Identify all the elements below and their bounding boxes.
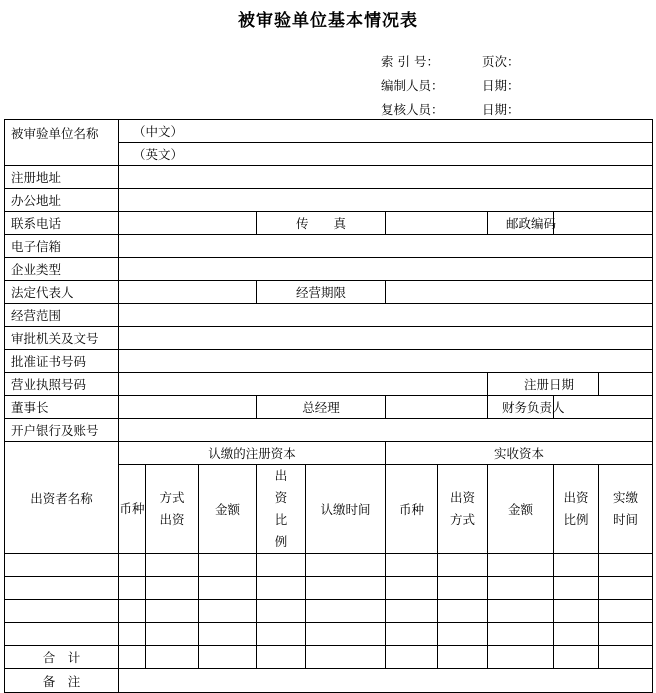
investor-row (5, 577, 653, 600)
bank-account-label: 开户银行及账号 (5, 419, 119, 442)
grid-cell[interactable] (119, 554, 146, 577)
grid-cell[interactable] (257, 600, 306, 623)
grid-cell[interactable] (119, 577, 146, 600)
english-name-field[interactable]: （英文） (119, 143, 653, 166)
grid-cell[interactable] (488, 577, 554, 600)
ratio-header: 出资比例 (257, 465, 306, 554)
grid-cell[interactable] (146, 600, 199, 623)
grid-cell[interactable] (119, 646, 146, 669)
remarks-field[interactable] (119, 669, 653, 693)
currency-header: 币种 (119, 465, 146, 554)
office-address-field[interactable] (119, 189, 653, 212)
ratio2-header: 出资比例 (554, 465, 599, 554)
grid-cell[interactable] (554, 577, 599, 600)
prepared-by-label: 编制人员： (381, 78, 444, 93)
general-manager-label: 总经理 (257, 396, 386, 419)
investor-row (5, 623, 653, 646)
grid-cell[interactable] (119, 623, 146, 646)
grid-cell[interactable] (599, 600, 653, 623)
subscribed-capital-header: 认缴的注册资本 (119, 442, 386, 465)
grid-cell[interactable] (257, 577, 306, 600)
email-field[interactable] (119, 235, 653, 258)
postcode-field[interactable] (554, 212, 653, 235)
grid-cell[interactable] (199, 600, 257, 623)
legal-rep-field[interactable] (119, 281, 257, 304)
company-type-label: 企业类型 (5, 258, 119, 281)
chairman-field[interactable] (119, 396, 257, 419)
review-date-label: 日期： (482, 102, 520, 117)
grid-cell[interactable] (306, 577, 386, 600)
grid-cell[interactable] (599, 554, 653, 577)
grid-cell[interactable] (199, 577, 257, 600)
bank-account-field[interactable] (119, 419, 653, 442)
grid-cell[interactable] (488, 600, 554, 623)
office-address-label: 办公地址 (5, 189, 119, 212)
reg-date-field[interactable] (599, 373, 653, 396)
grid-cell[interactable] (438, 623, 488, 646)
grid-cell[interactable] (199, 623, 257, 646)
grid-cell[interactable] (199, 646, 257, 669)
total-label: 合 计 (5, 646, 119, 669)
phone-field[interactable] (119, 212, 257, 235)
approval-authority-label: 审批机关及文号 (5, 327, 119, 350)
grid-cell[interactable] (488, 646, 554, 669)
fax-label: 传 真 (257, 212, 386, 235)
grid-cell[interactable] (554, 623, 599, 646)
fax-field[interactable] (386, 212, 488, 235)
grid-cell[interactable] (438, 646, 488, 669)
grid-cell[interactable] (257, 554, 306, 577)
grid-cell[interactable] (438, 554, 488, 577)
grid-cell[interactable] (488, 554, 554, 577)
remarks-label: 备 注 (5, 669, 119, 693)
index-label: 索 引 号： (381, 54, 439, 69)
general-manager-field[interactable] (386, 396, 488, 419)
business-term-field[interactable] (386, 281, 653, 304)
paid-time-header: 实缴时间 (599, 465, 653, 554)
chinese-name-field[interactable]: （中文） (119, 120, 653, 143)
grid-cell[interactable] (5, 623, 119, 646)
business-scope-field[interactable] (119, 304, 653, 327)
legal-rep-label: 法定代表人 (5, 281, 119, 304)
total-row (5, 646, 653, 669)
currency2-header: 币种 (386, 465, 438, 554)
unit-name-label: 被审验单位名称 (5, 120, 119, 166)
grid-cell[interactable] (488, 623, 554, 646)
grid-cell[interactable] (386, 623, 438, 646)
investor-row (5, 554, 653, 577)
amount2-header: 金额 (488, 465, 554, 554)
grid-cell[interactable] (119, 600, 146, 623)
grid-cell[interactable] (306, 600, 386, 623)
reviewed-by-label: 复核人员： (381, 102, 444, 117)
approval-authority-field[interactable] (119, 327, 653, 350)
phone-label: 联系电话 (5, 212, 119, 235)
grid-cell[interactable] (386, 554, 438, 577)
subscribe-time-header: 认缴时间 (306, 465, 386, 554)
grid-cell[interactable] (554, 646, 599, 669)
email-label: 电子信箱 (5, 235, 119, 258)
grid-cell[interactable] (5, 600, 119, 623)
paidin-capital-header: 实收资本 (386, 442, 653, 465)
grid-cell[interactable] (386, 577, 438, 600)
chairman-label: 董事长 (5, 396, 119, 419)
grid-cell[interactable] (599, 646, 653, 669)
reg-date-label: 注册日期 (488, 373, 599, 396)
grid-cell[interactable] (146, 623, 199, 646)
license-no-field[interactable] (119, 373, 488, 396)
grid-cell[interactable] (146, 646, 199, 669)
grid-cell[interactable] (257, 623, 306, 646)
grid-cell[interactable] (438, 577, 488, 600)
grid-cell[interactable] (554, 554, 599, 577)
grid-cell[interactable] (5, 554, 119, 577)
grid-cell[interactable] (306, 554, 386, 577)
company-type-field[interactable] (119, 258, 653, 281)
investor-name-header: 出资者名称 (5, 442, 119, 554)
grid-cell[interactable] (146, 577, 199, 600)
finance-head-field[interactable] (554, 396, 653, 419)
info-form-table (4, 119, 653, 693)
grid-cell[interactable] (306, 623, 386, 646)
grid-cell[interactable] (554, 600, 599, 623)
reg-address-label: 注册地址 (5, 166, 119, 189)
grid-cell[interactable] (386, 600, 438, 623)
business-term-label: 经营期限 (257, 281, 386, 304)
approval-cert-label: 批准证书号码 (5, 350, 119, 373)
reg-address-field[interactable] (119, 166, 653, 189)
date-label: 日期： (482, 78, 520, 93)
postcode-label: 邮政编码 (488, 212, 554, 235)
finance-head-label: 财务负责人 (488, 396, 554, 419)
grid-cell[interactable] (199, 554, 257, 577)
method2-header: 出资方式 (438, 465, 488, 554)
license-no-label: 营业执照号码 (5, 373, 119, 396)
grid-cell[interactable] (5, 577, 119, 600)
grid-cell[interactable] (306, 646, 386, 669)
grid-cell[interactable] (146, 554, 199, 577)
approval-cert-field[interactable] (119, 350, 653, 373)
grid-cell[interactable] (599, 623, 653, 646)
method-header: 方式出资 (146, 465, 199, 554)
page-title: 被审验单位基本情况表 (238, 11, 418, 31)
page-label: 页次： (482, 54, 520, 69)
grid-cell[interactable] (257, 646, 306, 669)
investor-row (5, 600, 653, 623)
grid-cell[interactable] (438, 600, 488, 623)
grid-cell[interactable] (599, 577, 653, 600)
business-scope-label: 经营范围 (5, 304, 119, 327)
amount-header: 金额 (199, 465, 257, 554)
grid-cell[interactable] (386, 646, 438, 669)
